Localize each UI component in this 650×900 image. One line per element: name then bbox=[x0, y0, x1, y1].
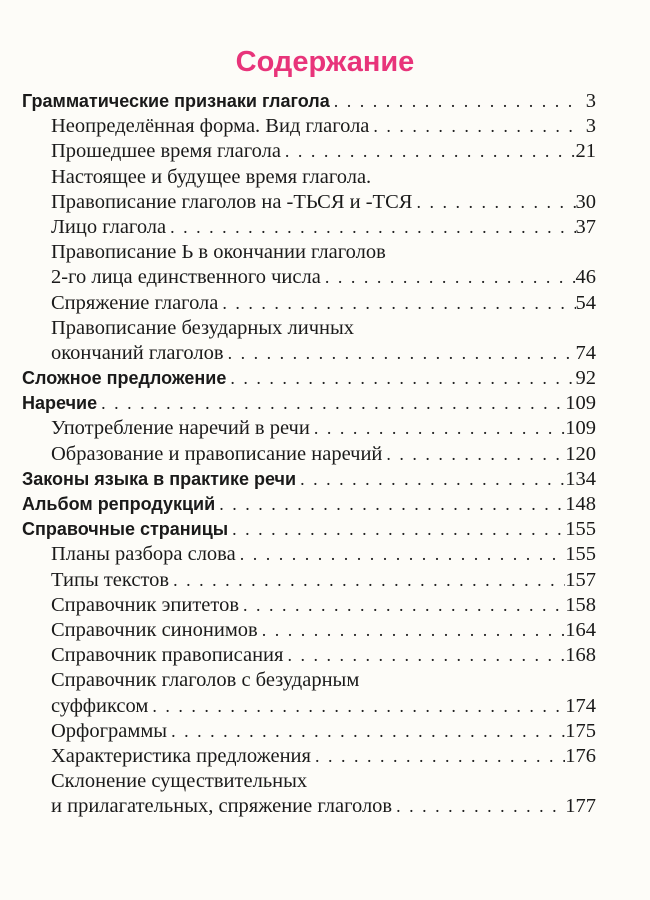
dot-leader bbox=[412, 190, 575, 215]
toc-page-number: 54 bbox=[575, 291, 596, 314]
toc-entry-text: Образование и правописание наречий bbox=[51, 442, 383, 465]
toc-entry[interactable] bbox=[22, 366, 596, 391]
dot-leader bbox=[369, 114, 576, 139]
dot-leader bbox=[97, 391, 565, 416]
toc-entry-text: Орфограммы bbox=[51, 719, 168, 742]
dot-leader bbox=[281, 139, 576, 164]
dot-leader bbox=[167, 719, 565, 744]
toc-entry-text: и прилагательных, спряжение глаголов bbox=[51, 795, 393, 818]
toc-entry-text: Справочник синонимов bbox=[51, 618, 258, 641]
toc-entry-text: 2-го лица единственного числа bbox=[51, 266, 321, 289]
toc-page-number: 21 bbox=[575, 140, 596, 163]
toc-entry[interactable] bbox=[22, 215, 596, 240]
toc-entry[interactable] bbox=[22, 190, 596, 215]
toc-entry-text: Сложное предложение bbox=[22, 368, 227, 389]
toc-page-number: 30 bbox=[575, 190, 596, 213]
toc-entry[interactable] bbox=[22, 744, 596, 769]
toc-entry-line bbox=[22, 769, 596, 794]
toc-entry-text: Склонение существительных bbox=[51, 770, 308, 793]
toc-page-number: 176 bbox=[565, 744, 596, 767]
toc-page-number: 155 bbox=[565, 543, 596, 566]
toc-entry[interactable] bbox=[22, 794, 596, 819]
toc-entry-text: Прошедшее время глагола bbox=[51, 140, 281, 163]
toc-entry-text: Правописание глаголов на -ТЬСЯ и -ТСЯ bbox=[51, 190, 413, 213]
toc-entry[interactable] bbox=[22, 265, 596, 290]
toc-page-number: 155 bbox=[565, 518, 596, 541]
toc-entry[interactable] bbox=[22, 467, 596, 492]
toc-entry-text: Неопределённая форма. Вид глагола bbox=[51, 115, 370, 138]
page-title: Содержание bbox=[235, 46, 415, 78]
dot-leader bbox=[166, 215, 575, 240]
toc-page-number: 148 bbox=[565, 493, 596, 515]
toc-entry[interactable] bbox=[22, 391, 596, 416]
dot-leader bbox=[392, 794, 565, 819]
toc-page-number: 120 bbox=[565, 442, 596, 465]
toc-entry-text: Спряжение глагола bbox=[51, 291, 219, 314]
toc-page-number: 37 bbox=[575, 215, 596, 238]
toc-page-number: 109 bbox=[565, 392, 596, 415]
toc-page-number: 109 bbox=[565, 417, 596, 440]
dot-leader bbox=[330, 89, 576, 114]
toc-entry-text: Правописание безударных личных bbox=[51, 316, 355, 339]
toc-entry-text: Грамматические признаки глагола bbox=[22, 91, 330, 111]
dot-leader bbox=[218, 291, 575, 316]
toc-entry[interactable] bbox=[22, 442, 596, 467]
toc-entry-text: Справочник эпитетов bbox=[51, 593, 240, 616]
toc-entry[interactable] bbox=[22, 114, 596, 139]
toc-entry-text: Типы текстов bbox=[51, 568, 170, 591]
toc-entry[interactable] bbox=[22, 593, 596, 618]
toc-page-number: 175 bbox=[565, 719, 596, 742]
toc-entry[interactable] bbox=[22, 542, 596, 567]
toc-entry-text: Настоящее и будущее время глагола. bbox=[51, 165, 372, 188]
toc-page-number: 92 bbox=[575, 367, 596, 390]
toc-entry-text: Употребление наречий в речи bbox=[51, 417, 310, 440]
toc-entry-text: Правописание Ь в окончании глаголов bbox=[51, 241, 386, 264]
toc-entry-line bbox=[22, 316, 596, 341]
toc-page-number: 74 bbox=[575, 341, 596, 364]
toc-page-number: 158 bbox=[565, 593, 596, 616]
toc-entry[interactable] bbox=[22, 291, 596, 316]
toc-page-number: 134 bbox=[565, 467, 596, 490]
toc-entry[interactable] bbox=[22, 492, 596, 517]
dot-leader bbox=[228, 517, 565, 542]
dot-leader bbox=[321, 265, 576, 290]
table-of-contents bbox=[22, 89, 596, 819]
toc-entry[interactable] bbox=[22, 416, 596, 441]
dot-leader bbox=[311, 744, 565, 769]
toc-entry-text: Справочник правописания bbox=[51, 644, 284, 667]
toc-entry-text: Лицо глагола bbox=[51, 215, 167, 238]
toc-entry[interactable] bbox=[22, 618, 596, 643]
toc-page-number: 157 bbox=[565, 568, 596, 591]
toc-page-number: 46 bbox=[575, 266, 596, 289]
toc-page-number: 3 bbox=[585, 115, 596, 138]
toc-entry[interactable] bbox=[22, 517, 596, 542]
dot-leader bbox=[236, 542, 566, 567]
toc-entry-line bbox=[22, 165, 596, 190]
toc-page-number: 177 bbox=[565, 795, 596, 818]
toc-entry-text: Характеристика предложения bbox=[51, 744, 311, 767]
toc-entry-text: окончаний глаголов bbox=[51, 341, 224, 364]
dot-leader bbox=[296, 467, 565, 492]
toc-entry[interactable] bbox=[22, 719, 596, 744]
dot-leader bbox=[224, 341, 576, 366]
dot-leader bbox=[258, 618, 566, 643]
toc-entry[interactable] bbox=[22, 643, 596, 668]
toc-entry-text: суффиксом bbox=[51, 694, 149, 717]
dot-leader bbox=[239, 593, 565, 618]
dot-leader bbox=[215, 492, 565, 517]
toc-page-number: 168 bbox=[565, 644, 596, 667]
toc-entry-line bbox=[22, 240, 596, 265]
toc-page-number: 3 bbox=[585, 90, 596, 112]
toc-entry-text: Справочник глаголов с безударным bbox=[51, 669, 360, 692]
toc-entry[interactable] bbox=[22, 139, 596, 164]
toc-entry[interactable] bbox=[22, 89, 596, 114]
toc-entry-line bbox=[22, 668, 596, 693]
toc-entry[interactable] bbox=[22, 568, 596, 593]
dot-leader bbox=[283, 643, 565, 668]
dot-leader bbox=[148, 694, 565, 719]
toc-page-number: 174 bbox=[565, 694, 596, 717]
toc-page-number: 164 bbox=[565, 618, 596, 641]
toc-entry-text: Планы разбора слова bbox=[51, 543, 236, 566]
toc-entry-text: Наречие bbox=[22, 393, 98, 414]
toc-entry[interactable] bbox=[22, 341, 596, 366]
toc-entry-text: Законы языка в практике речи bbox=[22, 468, 297, 489]
dot-leader bbox=[382, 442, 565, 467]
dot-leader bbox=[169, 568, 565, 593]
toc-entry[interactable] bbox=[22, 694, 596, 719]
toc-entry-text: Альбом репродукций bbox=[22, 494, 216, 514]
toc-entry-text: Справочные страницы bbox=[22, 519, 229, 540]
dot-leader bbox=[226, 366, 575, 391]
dot-leader bbox=[310, 416, 565, 441]
